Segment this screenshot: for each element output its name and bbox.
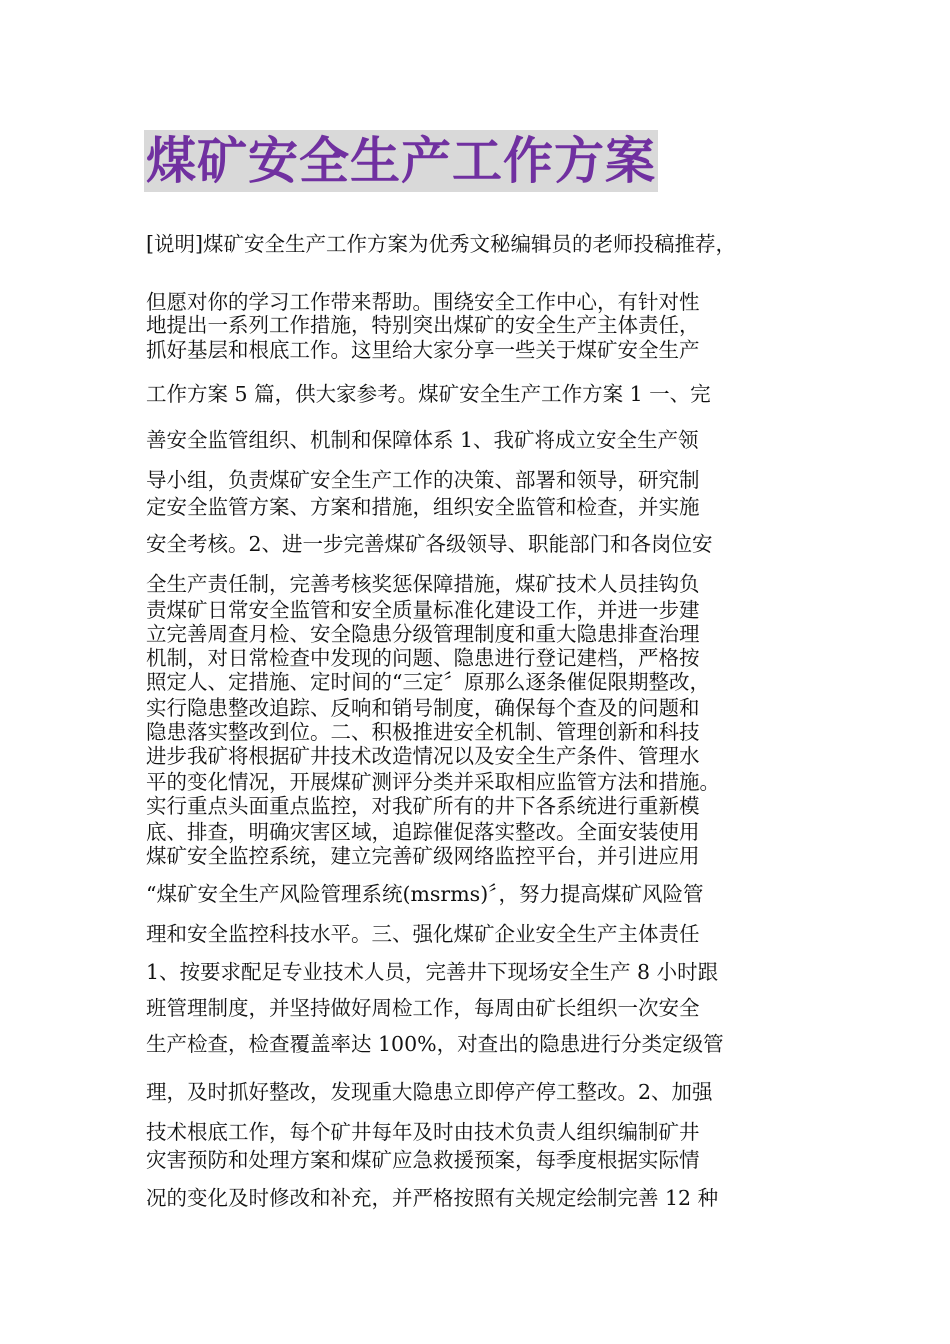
body-line: 但愿对你的学习工作带来帮助。围绕安全工作中心，有针对性 — [146, 290, 700, 314]
body-line: 生产检查，检查覆盖率达 100%，对查出的隐患进行分类定级管 — [146, 1032, 724, 1056]
body-line: 实行重点头面重点监控，对我矿所有的井下各系统进行重新模 — [146, 794, 700, 818]
body-line: 照定人、定措施、定时间的“三定〞原那么逐条催促限期整改， — [146, 670, 710, 694]
body-line: 班管理制度，并坚持做好周检工作，每周由矿长组织一次安全 — [146, 996, 700, 1020]
body-line: 实行隐患整改追踪、反响和销号制度，确保每个查及的问题和 — [146, 696, 700, 720]
body-line: 底、排查，明确灾害区域，追踪催促落实整改。全面安装使用 — [146, 820, 700, 844]
document-title: 煤矿安全生产工作方案 — [146, 132, 656, 190]
body-line: 进步我矿将根据矿井技术改造情况以及安全生产条件、管理水 — [146, 744, 700, 768]
body-line: [说明]煤矿安全生产工作方案为优秀文秘编辑员的老师投稿推荐， — [146, 232, 736, 256]
body-line: 安全考核。2、进一步完善煤矿各级领导、职能部门和各岗位安 — [146, 532, 713, 556]
body-line: 技术根底工作，每个矿井每年及时由技术负责人组织编制矿井 — [146, 1120, 700, 1144]
body-line: 善安全监管组织、机制和保障体系 1、我矿将成立安全生产领 — [146, 428, 699, 452]
body-line: 全生产责任制，完善考核奖惩保障措施，煤矿技术人员挂钩负 — [146, 572, 700, 596]
body-line: 立完善周查月检、安全隐患分级管理制度和重大隐患排查治理 — [146, 622, 700, 646]
body-line: 隐患落实整改到位。二、积极推进安全机制、管理创新和科技 — [146, 720, 700, 744]
body-line: 煤矿安全监控系统，建立完善矿级网络监控平台，并引进应用 — [146, 844, 700, 868]
body-line: 定安全监管方案、方案和措施，组织安全监管和检查，并实施 — [146, 495, 700, 519]
body-line: 地提出一系列工作措施，特别突出煤矿的安全生产主体责任， — [146, 313, 700, 337]
body-line: 理，及时抓好整改，发现重大隐患立即停产停工整改。2、加强 — [146, 1080, 713, 1104]
body-line: 责煤矿日常安全监管和安全质量标准化建设工作，并进一步建 — [146, 598, 700, 622]
body-line: 平的变化情况，开展煤矿测评分类并采取相应监管方法和措施。 — [146, 770, 720, 794]
title-highlight — [144, 130, 658, 192]
body-line: 1、按要求配足专业技术人员，完善井下现场安全生产 8 小时跟 — [146, 960, 719, 984]
body-line: 况的变化及时修改和补充，并严格按照有关规定绘制完善 12 种 — [146, 1186, 719, 1210]
body-line: 导小组，负责煤矿安全生产工作的决策、部署和领导，研究制 — [146, 468, 700, 492]
body-line: “煤矿安全生产风险管理系统(msrms)〞，努力提高煤矿风险管 — [146, 882, 704, 906]
body-line: 理和安全监控科技水平。三、强化煤矿企业安全生产主体责任 — [146, 922, 700, 946]
body-line: 机制，对日常检查中发现的问题、隐患进行登记建档，严格按 — [146, 646, 700, 670]
body-line: 工作方案 5 篇，供大家参考。煤矿安全生产工作方案 1 一、完 — [146, 382, 711, 406]
body-line: 灾害预防和处理方案和煤矿应急救援预案，每季度根据实际情 — [146, 1148, 700, 1172]
body-line: 抓好基层和根底工作。这里给大家分享一些关于煤矿安全生产 — [146, 338, 700, 362]
